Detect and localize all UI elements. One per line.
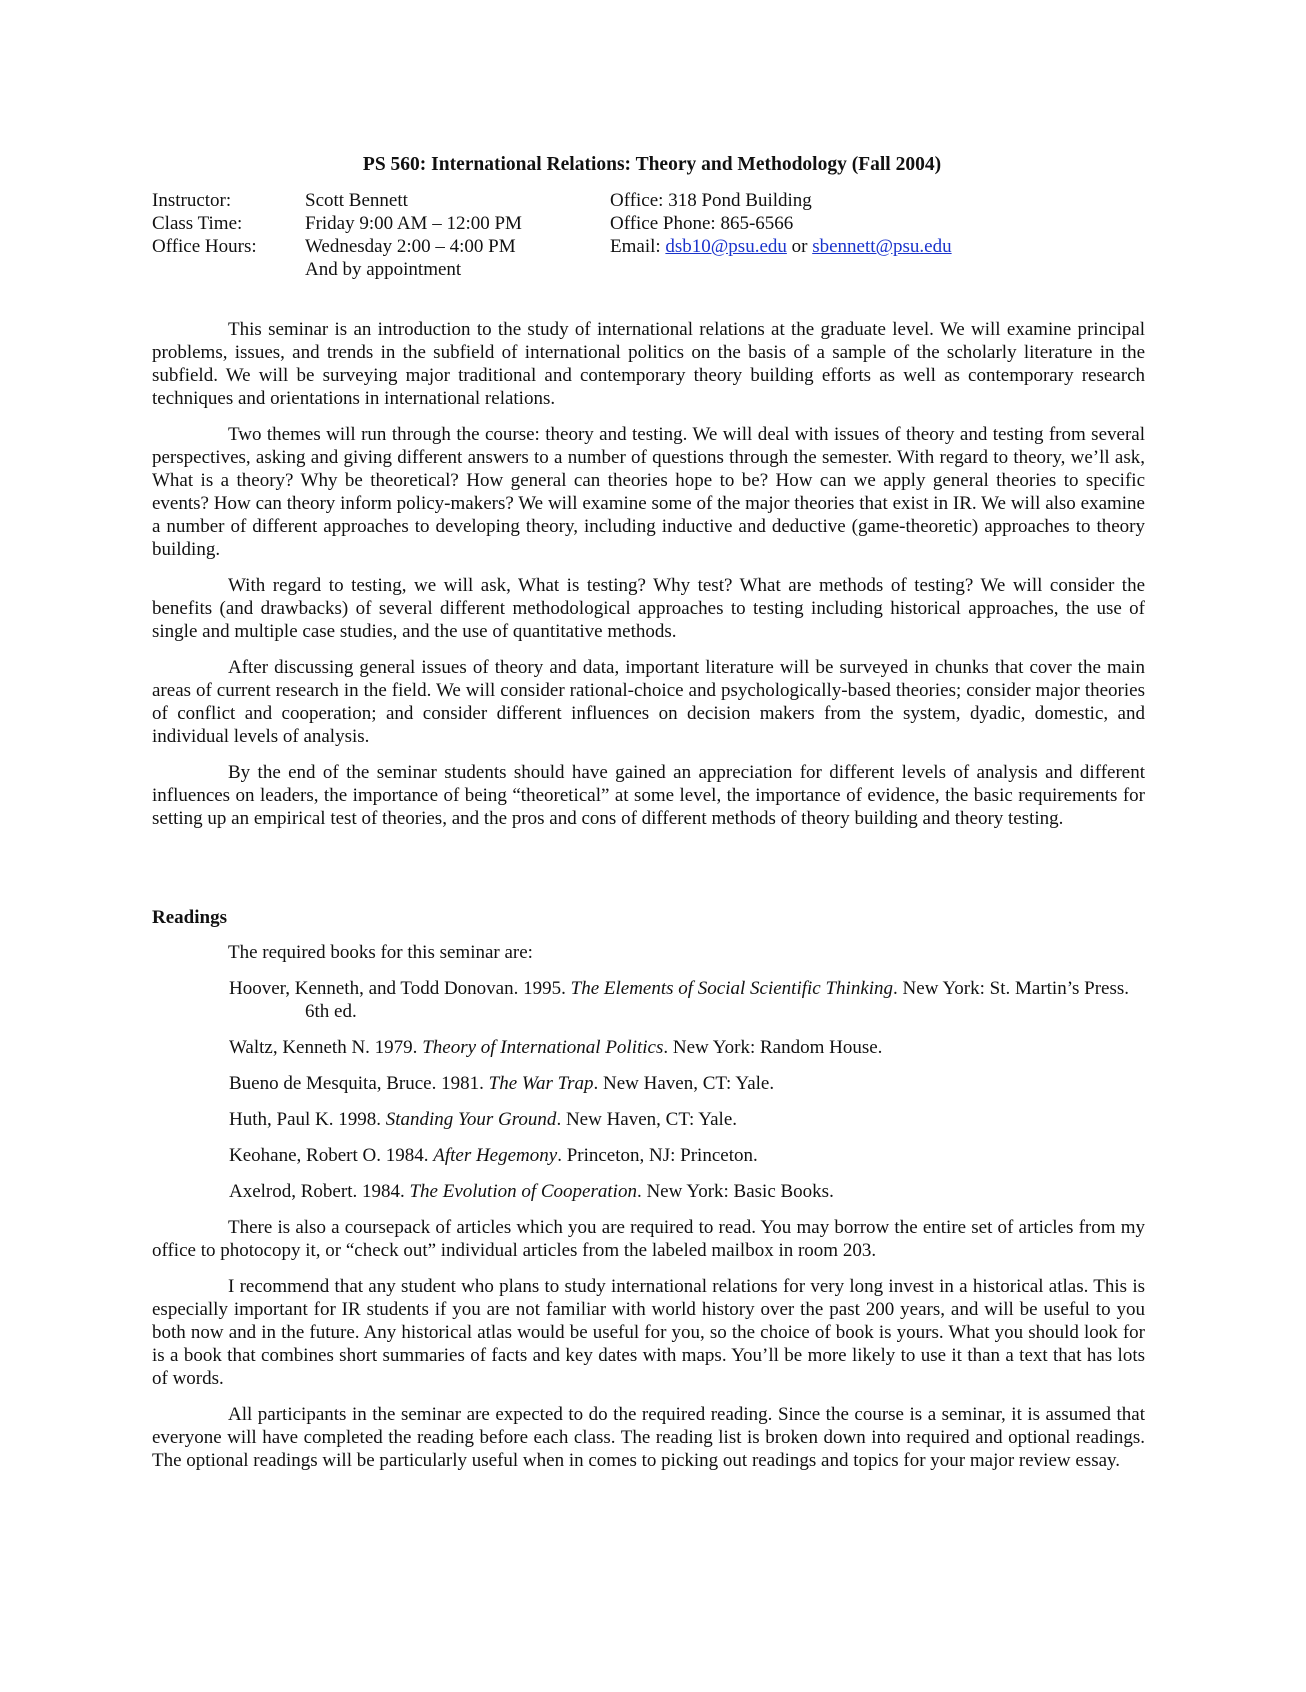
book-title: Standing Your Ground [385, 1109, 557, 1130]
course-info-header [152, 189, 1152, 281]
intro-paragraph: Two themes will run through the course: theory and testing. We will deal with issues of theory and testing from several perspectives, asking and giving different answers to a number of questions through the semester. With regard to theory, we’ll ask, What is a theory? Why be theoretical? How general can theories hope to be? How can we apply general theories to specific events? How can theory inform policy-makers? We will examine some of the major theories that exist in IR. We will also examine a number of different approaches to developing theory, including inductive and deductive (game-theoretic) approaches to theory building. [152, 424, 1145, 560]
info-row-instructor [152, 189, 1152, 212]
intro-paragraph: By the end of the seminar students should have gained an appreciation for different levels of analysis and different influences on leaders, the importance of being “theoretical” at some level, the importance of evidence, the basic requirements for setting up an empirical test of theories, and the pros and cons of different methods of theory building and theory testing. [152, 762, 1145, 829]
readings-lead: The required books for this seminar are: [228, 942, 533, 963]
book-entry: Huth, Paul K. 1998. Standing Your Ground. New Haven, CT: Yale. [229, 1109, 738, 1130]
office-location: Office: 318 Pond Building [610, 190, 812, 211]
office-hours-value: Wednesday 2:00 – 4:00 PM [305, 236, 516, 257]
intro-paragraph: After discussing general issues of theory and data, important literature will be surveyed in chunks that cover the main areas of current research in the field. We will consider rational-choice and psychologically-based theories; consider major theories of conflict and cooperation; and consider different influences on decision makers from the system, dyadic, domestic, and individual levels of analysis. [152, 657, 1145, 747]
intro-paragraph: This seminar is an introduction to the study of international relations at the graduate level. We will examine principal problems, issues, and trends in the subfield of international politics on the basis of a sample of the scholarly literature in the subfield. We will be surveying major traditional and contemporary theory building efforts as well as contemporary research techniques and orientations in international relations. [152, 319, 1145, 409]
book-title: Theory of International Politics [422, 1037, 664, 1058]
email-line [610, 235, 952, 258]
book-title: The War Trap [488, 1073, 594, 1094]
office-hours-extra: And by appointment [305, 259, 462, 280]
readings-paragraph: All participants in the seminar are expected to do the required reading. Since the course is a seminar, it is assumed that everyone will have completed the reading before each class. The reading list is broken down into required and optional readings. The optional readings will be particularly useful when in comes to picking out readings and topics for your major review essay. [152, 1404, 1145, 1471]
info-row-office-hours [152, 235, 1152, 258]
email-or: or [786, 236, 813, 257]
email-link-secondary[interactable]: sbennett@psu.edu [812, 236, 952, 257]
office-hours-label: Office Hours: [152, 236, 257, 257]
book-entry: Hoover, Kenneth, and Todd Donovan. 1995. The Elements of Social Scientific Thinking. New York: St. Martin’s Press. 6th ed. [229, 978, 1129, 1022]
readings-heading: Readings [152, 907, 227, 928]
office-phone: Office Phone: 865-6566 [610, 213, 794, 234]
book-entry: Axelrod, Robert. 1984. The Evolution of Cooperation. New York: Basic Books. [229, 1181, 834, 1202]
instructor-label: Instructor: [152, 190, 232, 211]
book-title: The Elements of Social Scientific Thinking [570, 978, 894, 999]
book-title: After Hegemony [433, 1145, 558, 1166]
info-row-class-time [152, 212, 1152, 235]
class-time-label: Class Time: [152, 213, 243, 234]
instructor-value: Scott Bennett [305, 190, 408, 211]
book-title: The Evolution of Cooperation [409, 1181, 637, 1202]
book-entry: Waltz, Kenneth N. 1979. Theory of International Politics. New York: Random House. [229, 1037, 883, 1058]
email-label: Email: [610, 236, 666, 257]
required-books-list [152, 977, 1145, 1203]
class-time-value: Friday 9:00 AM – 12:00 PM [305, 213, 522, 234]
readings-paragraph: I recommend that any student who plans to study international relations for very long invest in a historical atlas. This is especially important for IR students if you are not familiar with world history over the past 200 years, and will be useful to you both now and in the future. Any historical atlas would be useful for you, so the choice of book is yours. What you should look for is a book that combines short summaries of facts and key dates with maps. You’ll be more likely to use it than a text that has lots of words. [152, 1276, 1145, 1389]
book-entry: Keohane, Robert O. 1984. After Hegemony. Princeton, NJ: Princeton. [229, 1145, 758, 1166]
course-description [152, 318, 1145, 843]
book-entry: Bueno de Mesquita, Bruce. 1981. The War Trap. New Haven, CT: Yale. [229, 1073, 775, 1094]
readings-section [152, 906, 1145, 1485]
course-title: PS 560: International Relations: Theory and Methodology (Fall 2004) [362, 154, 942, 175]
info-row-appointment [152, 258, 1152, 281]
readings-paragraph: There is also a coursepack of articles which you are required to read. You may borrow the entire set of articles from my office to photocopy it, or “check out” individual articles from the labeled mailbox in room 203. [152, 1217, 1145, 1261]
email-link-primary[interactable]: dsb10@psu.edu [665, 236, 787, 257]
intro-paragraph: With regard to testing, we will ask, What is testing? Why test? What are methods of testing? We will consider the benefits (and drawbacks) of several different methodological approaches to testing including historical approaches, the use of single and multiple case studies, and the use of quantitative methods. [152, 575, 1145, 642]
